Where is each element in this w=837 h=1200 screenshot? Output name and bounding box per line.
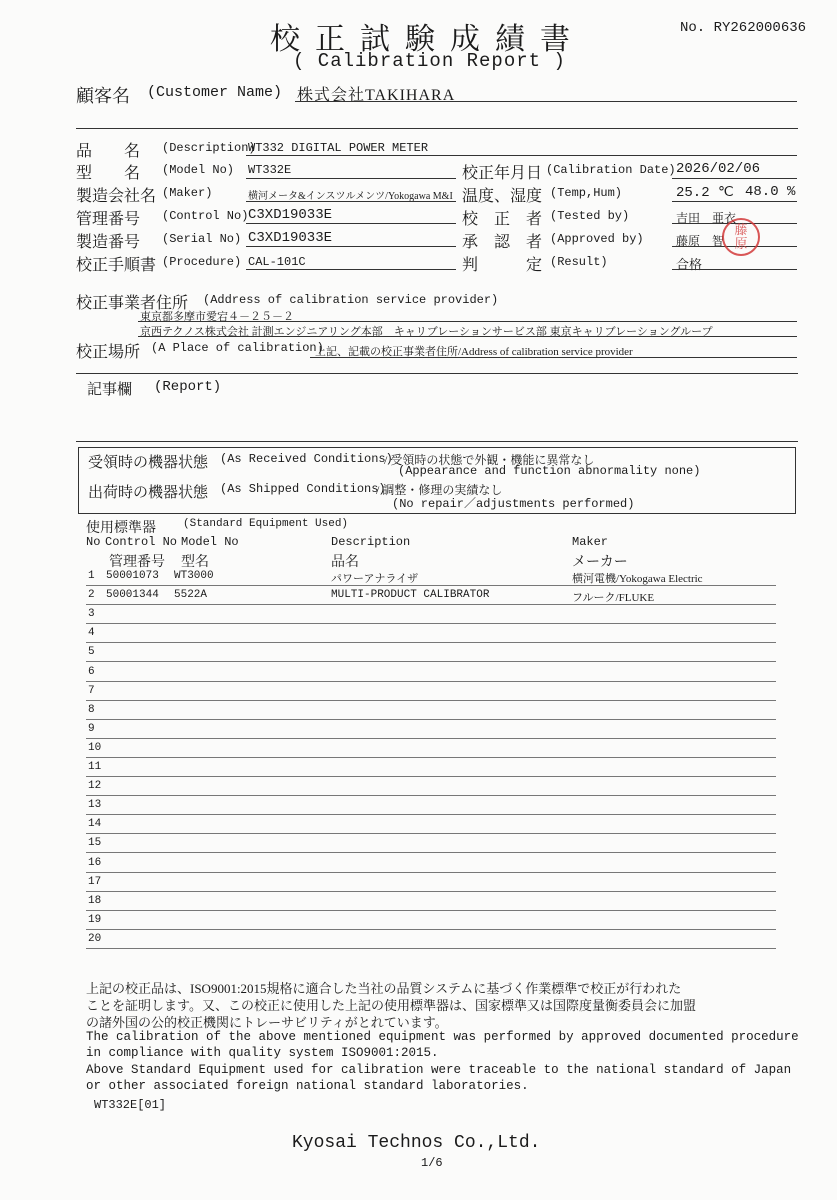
row-model-no: WT3000 [174, 570, 214, 582]
row-number: 16 [88, 857, 102, 869]
shipped-label-jp: 出荷時の機器状態 [88, 485, 209, 501]
statement-en-line-2: in compliance with quality system ISO9001:2015. [86, 1046, 439, 1060]
temp-hum-underline [672, 201, 797, 202]
row-number: 9 [88, 723, 95, 735]
row-number: 5 [88, 646, 95, 658]
customer-underline [295, 101, 797, 102]
row-maker: 横河電機/Yokogawa Electric [572, 573, 703, 585]
cal-date-value: 2026/02/06 [676, 161, 761, 177]
row-number: 17 [88, 876, 102, 888]
shipped-label-en: (As Shipped Conditions) [220, 482, 386, 496]
tested-by-label-en: (Tested by) [550, 209, 630, 223]
row-underline [86, 872, 776, 873]
row-number: 1 [88, 570, 95, 582]
received-value-en: (Appearance and function abnormality none) [398, 464, 701, 478]
row-number: 20 [88, 933, 102, 945]
received-value-jp: / 受領時の状態で外観・機能に異常なし [384, 453, 595, 467]
document-code: WT332E[01] [94, 1098, 167, 1112]
col-header-description: Description [331, 535, 411, 549]
row-number: 2 [88, 589, 95, 601]
row-number: 10 [88, 742, 102, 754]
provider-label-en: (Address of calibration service provider) [203, 293, 499, 307]
row-number: 6 [88, 666, 95, 678]
row-control-no: 50001073 [106, 570, 159, 582]
place-label-jp: 校正場所 [76, 344, 141, 361]
seal-char-1: 藤 [734, 223, 748, 238]
provider-address-underline [138, 321, 797, 322]
provider-organization: 京西テクノス株式会社 計測エンジニアリング本部 キャリブレーションサービス部 東京キャリブレーショングループ [140, 326, 713, 338]
customer-name: 株式会社TAKIHARA [297, 87, 456, 104]
statement-jp-line-2: ことを証明します。又、この校正に使用した上記の使用標準器は、国家標準又は国際度量衡委員会に加盟 [86, 998, 696, 1013]
control-label-jp: 管理番号 [76, 211, 141, 228]
description-value: WT332 DIGITAL POWER METER [248, 141, 429, 155]
model-value: WT332E [248, 163, 292, 177]
row-underline [86, 757, 776, 758]
row-description: パワーアナライザ [331, 573, 419, 585]
row-underline [86, 814, 776, 815]
received-label-en: (As Received Conditions) [220, 452, 393, 466]
row-underline [86, 738, 776, 739]
provider-org-underline [138, 336, 797, 337]
row-number: 19 [88, 914, 102, 926]
row-underline [86, 604, 776, 605]
control-value: C3XD19033E [248, 207, 333, 223]
serial-underline [246, 246, 456, 247]
conditions-top-divider [76, 441, 798, 442]
statement-en-line-4: or other associated foreign national standard laboratories. [86, 1079, 529, 1093]
col-header-maker-jp: メーカー [572, 555, 628, 570]
report-label-en: (Report) [154, 379, 222, 395]
approved-by-label-jp: 承 認 者 [462, 234, 543, 251]
maker-label-en: (Maker) [162, 186, 213, 200]
row-underline [86, 795, 776, 796]
temp-hum-label-en: (Temp,Hum) [550, 186, 623, 200]
provider-address: 東京都多摩市愛宕４－２５－２ [140, 311, 294, 323]
row-underline [86, 776, 776, 777]
row-underline [86, 623, 776, 624]
model-label-en: (Model No) [162, 163, 235, 177]
row-underline [86, 642, 776, 643]
description-label-en: (Description) [162, 141, 256, 155]
col-header-description-jp: 品名 [331, 555, 359, 570]
maker-underline [246, 201, 456, 202]
received-label-jp: 受領時の機器状態 [88, 455, 209, 471]
shipped-value-jp: / 調整・修理の実績なし [376, 483, 503, 497]
approval-seal-stamp [722, 218, 760, 256]
procedure-underline [246, 269, 456, 270]
col-header-control-no: Control No [105, 535, 178, 549]
row-underline [86, 910, 776, 911]
maker-value: 横河メータ&インスツルメンツ/Yokogawa M&I [248, 191, 453, 202]
cal-date-label-jp: 校正年月日 [462, 165, 543, 182]
statement-jp-line-3: の諸外国の公的校正機関にトレーサビリティがとれています。 [86, 1015, 448, 1030]
control-label-en: (Control No) [162, 209, 249, 223]
result-value: 合格 [676, 257, 703, 272]
statement-en-line-3: Above Standard Equipment used for calibration were traceable to the national standard of Japan [86, 1063, 792, 1077]
row-description: MULTI-PRODUCT CALIBRATOR [331, 589, 490, 601]
serial-label-en: (Serial No) [162, 232, 242, 246]
procedure-label-jp: 校正手順書 [76, 257, 157, 274]
report-title: 校正試験成績書 [270, 23, 585, 56]
tested-by-value: 吉田 亜衣 [676, 211, 737, 225]
row-underline [86, 929, 776, 930]
temperature-value: 25.2 ℃ [676, 185, 734, 201]
approved-by-value: 藤原 智 [676, 234, 725, 248]
statement-jp-line-1: 上記の校正品は、ISO9001:2015規格に適合した当社の品質システムに基づく作業標準で校正が行われた [86, 981, 682, 996]
cal-date-label-en: (Calibration Date) [546, 163, 676, 177]
equipment-label-en: (Standard Equipment Used) [183, 518, 349, 530]
result-label-jp: 判 定 [462, 257, 543, 274]
row-number: 18 [88, 895, 102, 907]
place-underline [310, 357, 797, 358]
provider-label-jp: 校正事業者住所 [76, 295, 189, 312]
footer-company: Kyosai Technos Co.,Ltd. [292, 1133, 541, 1153]
row-number: 15 [88, 837, 102, 849]
row-underline [86, 585, 776, 586]
row-maker: フルーク/FLUKE [572, 592, 655, 604]
temp-hum-label-jp: 温度、湿度 [462, 188, 543, 205]
row-number: 14 [88, 818, 102, 830]
row-number: 11 [88, 761, 102, 773]
control-underline [246, 223, 456, 224]
customer-label-jp: 顧客名 [76, 86, 130, 106]
model-label-jp: 型 名 [76, 165, 141, 182]
col-header-control-jp: 管理番号 [109, 555, 165, 570]
procedure-value: CAL-101C [248, 255, 306, 269]
shipped-value-en: (No repair／adjustments performed) [392, 497, 635, 511]
customer-label-en: (Customer Name) [147, 84, 283, 101]
result-label-en: (Result) [550, 255, 608, 269]
result-underline [672, 269, 797, 270]
row-underline [86, 661, 776, 662]
row-number: 8 [88, 704, 95, 716]
tested-by-label-jp: 校 正 者 [462, 211, 543, 228]
humidity-value: 48.0 % [745, 184, 796, 200]
col-header-model-jp: 型名 [181, 555, 209, 570]
col-header-maker: Maker [572, 535, 609, 549]
model-underline [246, 178, 456, 179]
row-underline [86, 719, 776, 720]
row-number: 12 [88, 780, 102, 792]
row-underline [86, 833, 776, 834]
statement-en-line-1: The calibration of the above mentioned equipment was performed by approved documented procedure [86, 1030, 799, 1044]
col-header-model-no: Model No [181, 535, 239, 549]
row-number: 7 [88, 685, 95, 697]
description-underline [246, 155, 797, 156]
row-underline [86, 852, 776, 853]
row-number: 13 [88, 799, 102, 811]
row-number: 4 [88, 627, 95, 639]
report-label-jp: 記事欄 [87, 382, 133, 398]
page-number: 1/6 [421, 1156, 443, 1170]
procedure-label-en: (Procedure) [162, 255, 242, 269]
row-underline [86, 891, 776, 892]
row-underline [86, 700, 776, 701]
row-underline [86, 681, 776, 682]
row-number: 3 [88, 608, 95, 620]
seal-char-2: 原 [734, 237, 748, 252]
maker-label-jp: 製造会社名 [76, 188, 157, 205]
serial-label-jp: 製造番号 [76, 234, 141, 251]
serial-value: C3XD19033E [248, 230, 333, 246]
col-header-no: No [86, 535, 101, 549]
report-subtitle: ( Calibration Report ) [293, 50, 566, 72]
place-value: 上記、記載の校正事業者住所/Address of calibration service provider [315, 346, 633, 358]
place-label-en: (A Place of calibration) [151, 341, 324, 355]
report-number: No. RY262000636 [680, 20, 807, 36]
cal-date-underline [672, 178, 797, 179]
approved-by-label-en: (Approved by) [550, 232, 644, 246]
section-divider [76, 128, 798, 129]
row-control-no: 50001344 [106, 589, 159, 601]
row-model-no: 5522A [174, 589, 208, 601]
row-underline [86, 948, 776, 949]
description-label-jp: 品 名 [76, 143, 141, 160]
report-divider [76, 373, 798, 374]
equipment-label-jp: 使用標準器 [86, 521, 156, 536]
